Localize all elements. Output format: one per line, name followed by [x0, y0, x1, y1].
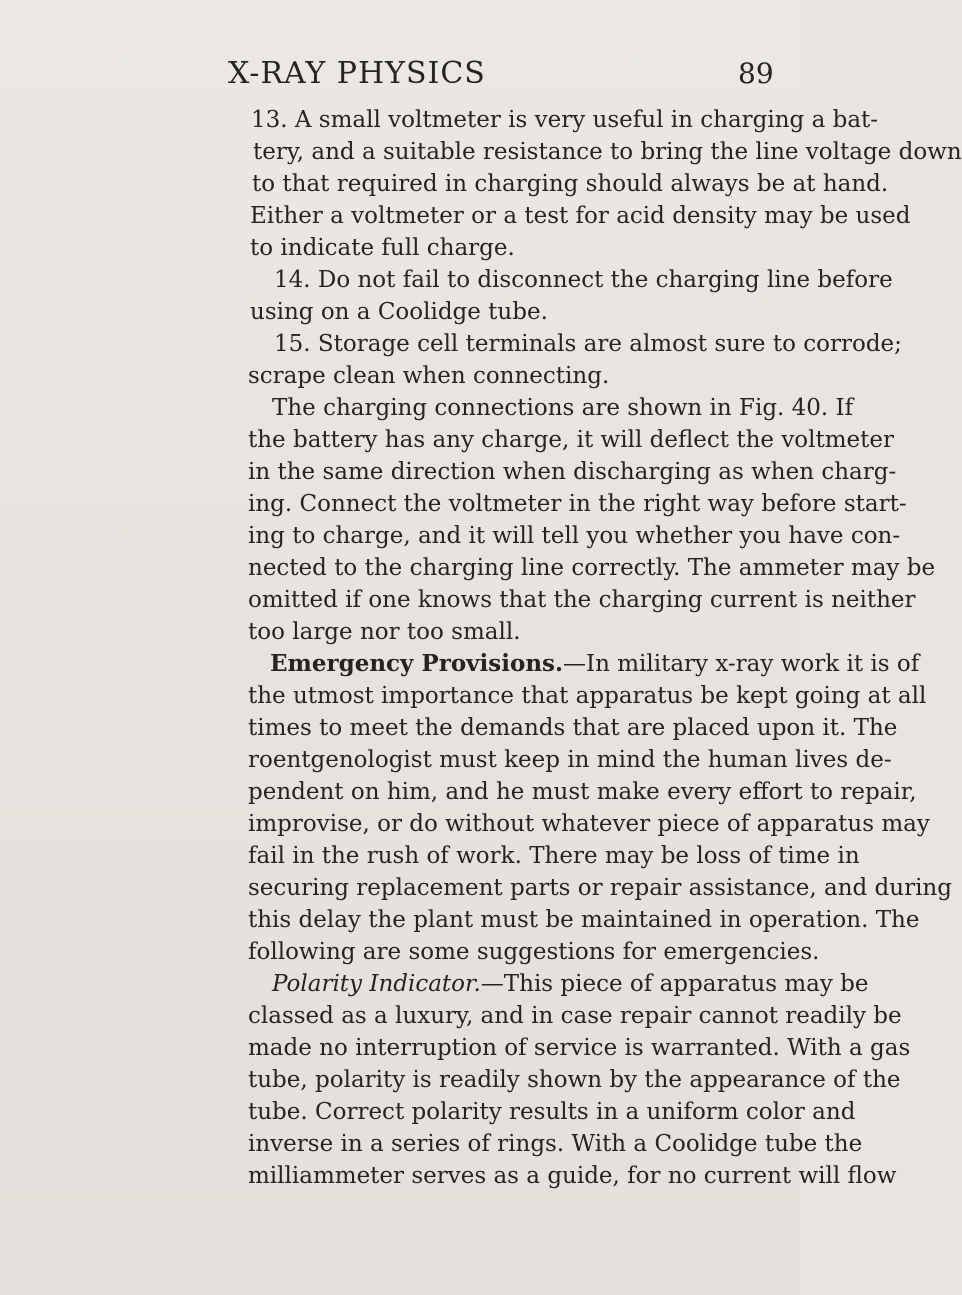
page-number: 89 — [738, 57, 774, 90]
text-line: ing to charge, and it will tell you whether you have con- — [248, 523, 901, 549]
text-line: Polarity Indicator.—This piece of apparatus may be — [272, 971, 869, 997]
text-line: nected to the charging line correctly. The ammeter may be — [248, 555, 936, 581]
text-line: improvise, or do without whatever piece of apparatus may — [248, 811, 930, 837]
text-line: to indicate full charge. — [250, 235, 515, 261]
text-line: in the same direction when discharging as when charg- — [248, 459, 897, 485]
text-line: Either a voltmeter or a test for acid density may be used — [250, 203, 911, 229]
running-head — [0, 54, 800, 94]
text-line: ing. Connect the voltmeter in the right way before start- — [248, 491, 907, 517]
text-line: pendent on him, and he must make every effort to repair, — [248, 779, 917, 805]
text-line: 14. Do not fail to disconnect the charging line before — [274, 267, 893, 293]
text-line: using on a Coolidge tube. — [250, 299, 548, 325]
text-line: fail in the rush of work. There may be loss of time in — [248, 843, 860, 869]
text-line: to that required in charging should always be at hand. — [252, 171, 889, 197]
text-line: omitted if one knows that the charging current is neither — [248, 587, 916, 613]
text-line: made no interruption of service is warranted. With a gas — [248, 1035, 911, 1061]
text-line: scrape clean when connecting. — [248, 363, 610, 389]
text-line: Emergency Provisions.—In military x-ray work it is of — [270, 650, 920, 677]
text-line: following are some suggestions for emergencies. — [248, 939, 820, 965]
text-line: 15. Storage cell terminals are almost sure to corrode; — [274, 331, 902, 357]
text-line: tube. Correct polarity results in a uniform color and — [248, 1099, 856, 1125]
text-line: this delay the plant must be maintained in operation. The — [248, 907, 920, 933]
text-line: times to meet the demands that are placed upon it. The — [248, 715, 898, 741]
text-line: classed as a luxury, and in case repair cannot readily be — [248, 1003, 902, 1029]
text-line: the utmost importance that apparatus be kept going at all — [248, 683, 927, 709]
text-line: securing replacement parts or repair assistance, and during — [248, 875, 952, 901]
text-line: roentgenologist must keep in mind the human lives de- — [248, 747, 892, 773]
text-line: too large nor too small. — [248, 619, 521, 645]
section-heading: Emergency Provisions. — [270, 650, 563, 677]
text-line: The charging connections are shown in Fig. 40. If — [272, 395, 854, 421]
text-line: 13. A small voltmeter is very useful in charging a bat- — [251, 107, 879, 133]
text-line: tube, polarity is readily shown by the appearance of the — [248, 1067, 901, 1093]
text-line: milliammeter serves as a guide, for no current will flow — [248, 1163, 897, 1189]
section-heading: Polarity Indicator. — [272, 971, 481, 997]
text-line: the battery has any charge, it will deflect the voltmeter — [248, 427, 895, 453]
running-title: X-RAY PHYSICS — [228, 56, 486, 91]
text-line: inverse in a series of rings. With a Coolidge tube the — [248, 1131, 863, 1157]
text-line: tery, and a suitable resistance to bring the line voltage down — [253, 139, 962, 165]
